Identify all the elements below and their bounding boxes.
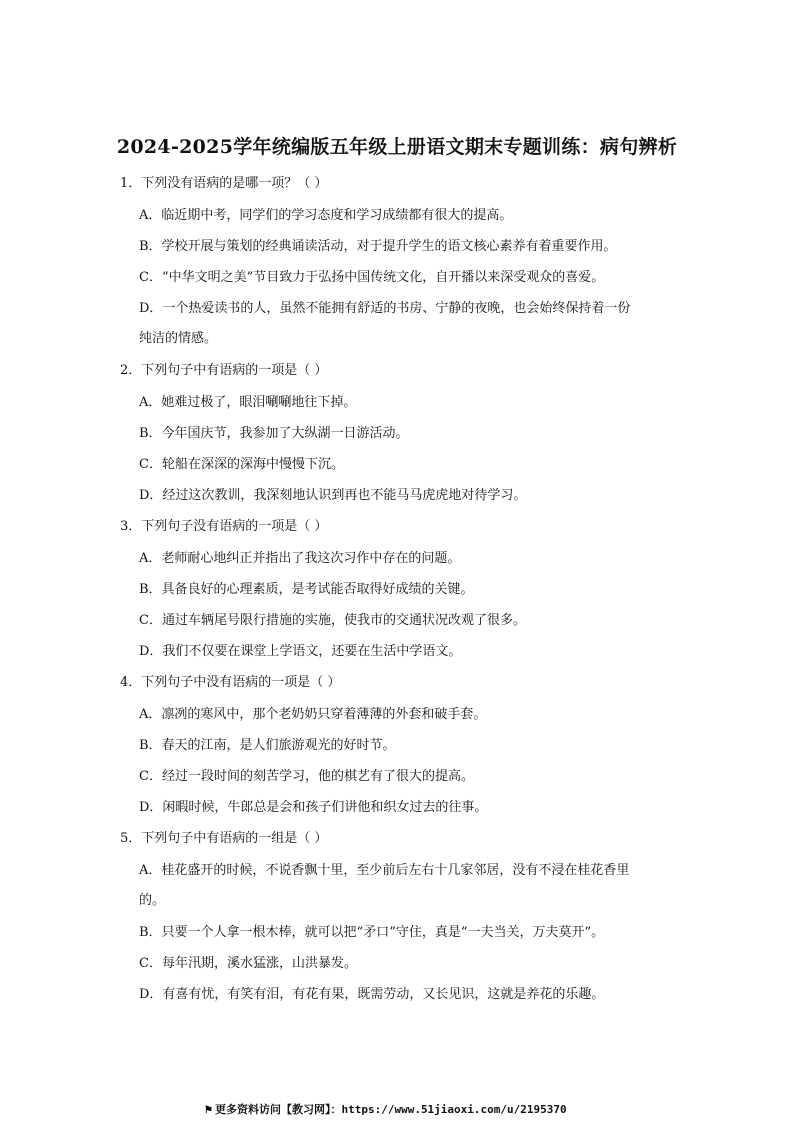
question-stem: 下列句子中有语病的一项是（ ） [141, 363, 328, 378]
question-2 [120, 361, 680, 381]
question-stem: 下列句子中有语病的一组是（ ） [141, 831, 328, 846]
option-4c: C．经过一段时间的刻苦学习，他的棋艺有了很大的提高。 [139, 769, 474, 784]
option-2d: D．经过这次教训，我深刻地认识到再也不能马马虎虎地对待学习。 [139, 488, 527, 503]
question-number: 1． [120, 176, 142, 191]
option-5d: D．有喜有忧，有笑有泪，有花有果，既需劳动，又长见识，这就是养花的乐趣。 [139, 987, 605, 1002]
question-5 [120, 829, 680, 849]
option-3b: B．具备良好的心理素质，是考试能否取得好成绩的关键。 [139, 582, 474, 597]
question-number: 4． [120, 675, 142, 690]
question-stem: 下列句子中没有语病的一项是（ ） [141, 675, 341, 690]
question-stem: 下列句子没有语病的一项是（ ） [141, 519, 328, 534]
option-2c: C．轮船在深深的深海中慢慢下沉。 [139, 457, 344, 472]
question-stem: 下列没有语病的是哪一项？（ ） [141, 176, 328, 191]
option-5b: B．只要一个人拿一根木棒，就可以把“矛口”守住，真是“一夫当关，万夫莫开”。 [139, 925, 605, 940]
page-title: 2024-2025学年统编版五年级上册语文期末专题训练：病句辨析 [116, 136, 678, 158]
question-3 [120, 517, 680, 537]
option-1a: A．临近期中考，同学们的学习态度和学习成绩都有很大的提高。 [139, 208, 513, 223]
option-3a: A．老师耐心地纠正并指出了我这次习作中存在的问题。 [139, 551, 461, 566]
footer-link[interactable] [204, 1101, 567, 1117]
option-1b: B．学校开展与策划的经典诵读活动，对于提升学生的语文核心素养有着重要作用。 [139, 239, 617, 254]
option-2b: B．今年国庆节，我参加了大纵湖一日游活动。 [139, 426, 409, 441]
option-3d: D．我们不仅要在课堂上学语文，还要在生活中学语文。 [139, 644, 462, 659]
option-1c: C．“中华文明之美”节目致力于弘扬中国传统文化，自开播以来深受观众的喜爱。 [139, 270, 605, 285]
option-4d: D．闲暇时候，牛郎总是会和孩子们讲他和织女过去的往事。 [139, 800, 488, 815]
option-5a: A．桂花盛开的时候，不说香飘十里，至少前后左右十几家邻居，没有不浸在桂花香里 [139, 863, 630, 878]
option-1d-continuation: 纯洁的情感。 [139, 331, 218, 346]
option-4a: A．凛冽的寒风中，那个老奶奶只穿着薄薄的外套和破手套。 [139, 707, 487, 722]
question-4 [120, 673, 680, 693]
option-1d: D．一个热爱读书的人，虽然不能拥有舒适的书房、宁静的夜晚，也会始终保持着一份 [139, 301, 631, 316]
question-number: 2． [120, 363, 142, 378]
footer-text: 更多资料访问【教习网】： [214, 1103, 342, 1116]
question-1 [120, 174, 680, 194]
option-5c: C．每年汛期，溪水猛涨，山洪暴发。 [139, 956, 357, 971]
option-3c: C．通过车辆尾号限行措施的实施，使我市的交通状况改观了很多。 [139, 613, 526, 628]
question-number: 3． [120, 519, 142, 534]
question-number: 5． [120, 831, 142, 846]
option-5a-continuation: 的。 [139, 893, 166, 908]
option-2a: A．她难过极了，眼泪唰唰地往下掉。 [139, 395, 357, 410]
option-4b: B．春天的江南，是人们旅游观光的好时节。 [139, 738, 396, 753]
flag-icon: ⚑ [204, 1105, 213, 1116]
footer-url[interactable]: https://www.51jiaoxi.com/u/2195370 [341, 1103, 567, 1116]
